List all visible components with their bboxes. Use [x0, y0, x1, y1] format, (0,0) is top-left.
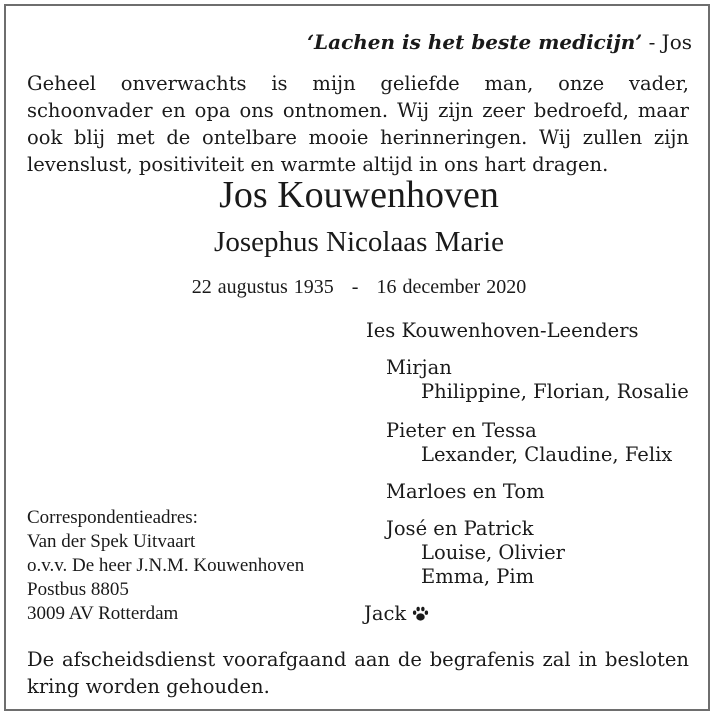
address-line: Van der Spek Uitvaart	[27, 531, 196, 552]
birth-date: 22 augustus 1935	[191, 276, 334, 298]
motto-author: - Jos	[648, 30, 692, 54]
pet	[364, 602, 429, 625]
correspondence-address	[27, 506, 304, 626]
motto-quote: ‘Lachen is het beste medicijn’	[307, 30, 643, 54]
closing-text: De afscheidsdienst voorafgaand aan de begrafenis zal in besloten kring worden gehouden.	[27, 648, 689, 698]
child-name: Mirjan	[386, 356, 452, 379]
spouse: Ies Kouwenhoven-Leenders	[366, 319, 639, 342]
death-date: 16 december 2020	[376, 276, 527, 298]
address-label: Correspondentieadres:	[27, 507, 198, 528]
child-name: Marloes en Tom	[386, 480, 545, 503]
address-line: 3009 AV Rotterdam	[27, 603, 179, 624]
grandchildren: Lexander, Claudine, Felix	[421, 443, 673, 466]
address-line: o.v.v. De heer J.N.M. Kouwenhoven	[27, 555, 305, 576]
grandchildren: Emma, Pim	[421, 565, 535, 588]
child-name: José en Patrick	[386, 517, 534, 540]
life-dates	[0, 276, 718, 299]
deceased-name: Jos Kouwenhoven	[219, 174, 499, 216]
grandchildren: Louise, Olivier	[421, 541, 566, 564]
date-separator: -	[351, 276, 359, 298]
intro-text: Geheel onverwachts is mijn geliefde man, onze vader, schoonvader en opa ons ontnomen. Wij zijn zeer bedroefd, maar ook blij met de ontelbare mooie herinneringen. Wij zullen zijn levenslust, positiviteit en warmte altijd in ons hart dragen.	[27, 72, 689, 176]
child-name: Pieter en Tessa	[386, 419, 537, 442]
motto	[307, 30, 692, 54]
address-line: Postbus 8805	[27, 579, 129, 600]
grandchildren: Philippine, Florian, Rosalie	[421, 380, 689, 403]
deceased-full-name: Josephus Nicolaas Marie	[214, 226, 504, 258]
pet-name: Jack	[364, 602, 407, 625]
paw-icon	[412, 606, 429, 622]
